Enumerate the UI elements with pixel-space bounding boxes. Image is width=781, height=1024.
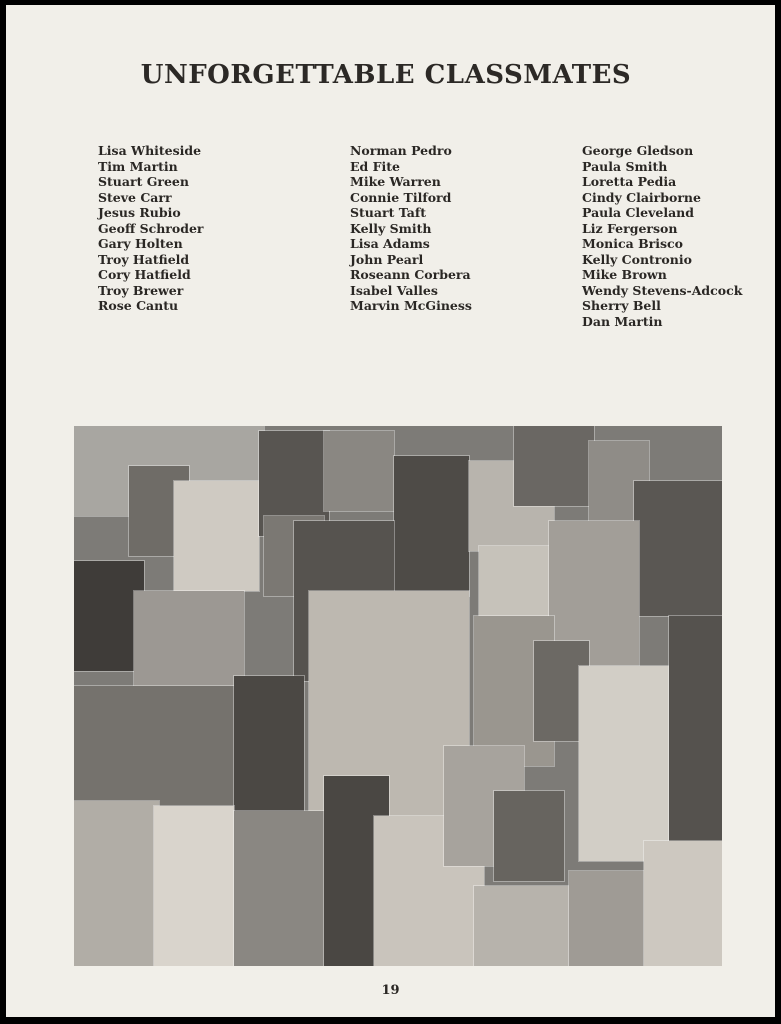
- collage-photo: [324, 431, 394, 511]
- names-column-2: [350, 143, 472, 314]
- classmate-name: Gary Holten: [98, 236, 183, 251]
- collage-photo: [579, 666, 674, 861]
- page-title: UNFORGETTABLE CLASSMATES: [140, 60, 632, 90]
- classmate-name: Kelly Contronio: [582, 251, 692, 267]
- collage-photo: [154, 806, 234, 966]
- collage-photo: [514, 426, 594, 506]
- classmate-name: Jesus Rubio: [98, 205, 181, 220]
- classmate-name: Connie Tilford: [350, 189, 452, 205]
- classmate-name: Cory Hatfield: [98, 267, 191, 282]
- names-column-1: [98, 143, 204, 314]
- classmate-name: Stuart Taft: [350, 205, 427, 220]
- classmate-name: Roseann Corbera: [350, 267, 471, 282]
- yearbook-page: [6, 5, 775, 1017]
- classmate-name: Monica Brisco: [582, 236, 683, 251]
- classmate-name: Mike Warren: [350, 174, 441, 189]
- classmate-name: John Pearl: [350, 251, 424, 267]
- collage-photo: [174, 481, 259, 591]
- classmate-name: Norman Pedro: [350, 143, 452, 158]
- collage-photo: [644, 841, 722, 966]
- classmate-name: Paula Smith: [582, 158, 668, 174]
- collage-photo: [74, 801, 159, 966]
- collage-photo: [74, 686, 234, 806]
- collage-photo: [234, 676, 304, 811]
- collage-photo: [134, 591, 244, 691]
- classmate-name: Steve Carr: [98, 189, 172, 205]
- classmate-name: Troy Hatfield: [98, 251, 190, 267]
- classmate-name: Geoff Schroder: [98, 220, 204, 236]
- classmate-name: Sherry Bell: [582, 298, 661, 313]
- photo-collage: [74, 426, 722, 966]
- classmate-name: Kelly Smith: [350, 220, 432, 236]
- classmate-name: Loretta Pedia: [582, 174, 677, 189]
- classmate-name: Dan Martin: [582, 313, 663, 329]
- collage-photo: [234, 811, 324, 966]
- classmate-name: Tim Martin: [98, 158, 178, 174]
- classmate-name: Wendy Stevens-Adcock: [582, 282, 743, 298]
- names-column-3: [582, 143, 742, 329]
- classmate-name: Troy Brewer: [98, 282, 184, 298]
- classmate-name: Lisa Adams: [350, 236, 430, 251]
- page-number: 19: [381, 983, 400, 998]
- classmate-name: Cindy Clairborne: [582, 189, 701, 205]
- collage-photo: [394, 456, 469, 596]
- classmate-name: Rose Cantu: [98, 298, 179, 313]
- collage-photo: [634, 481, 722, 616]
- classmate-name: Mike Brown: [582, 267, 667, 282]
- collage-photo: [474, 886, 569, 966]
- collage-photo: [669, 616, 722, 846]
- classmate-name: Lisa Whiteside: [98, 143, 202, 158]
- classmate-name: Stuart Green: [98, 174, 189, 189]
- classmate-name: Marvin McGiness: [350, 298, 472, 313]
- collage-photo: [569, 871, 644, 966]
- classmate-name: Paula Cleveland: [582, 205, 694, 220]
- collage-photo: [494, 791, 564, 881]
- classmate-name: Liz Fergerson: [582, 220, 678, 236]
- classmate-name: George Gledson: [582, 143, 694, 158]
- classmate-name: Isabel Valles: [350, 282, 438, 298]
- classmate-name: Ed Fite: [350, 158, 400, 174]
